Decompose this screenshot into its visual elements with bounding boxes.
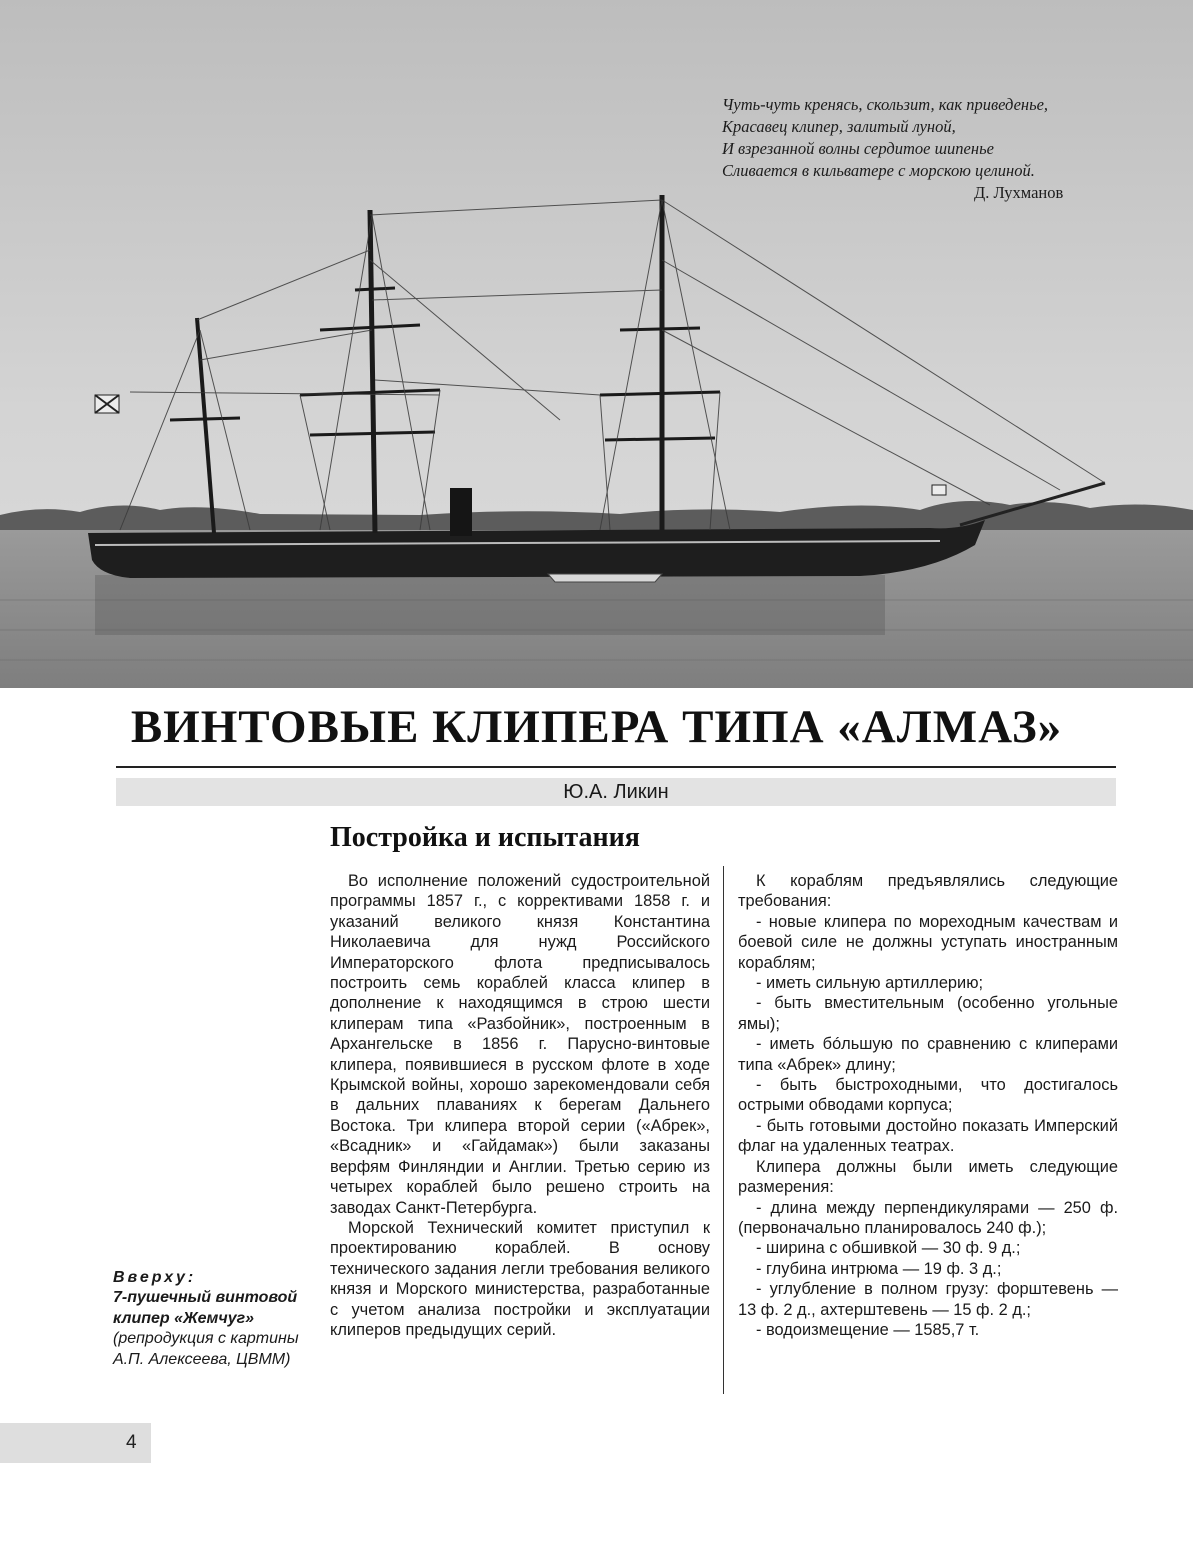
list-item: - водоизмещение — 1585,7 т. [756,1320,980,1339]
title-divider [116,766,1116,768]
image-caption [113,1268,313,1370]
caption-lead: Вверху: [113,1269,197,1286]
list-item: - иметь сильную артиллерию; [756,974,984,993]
section-heading: Постройка и испытания [330,822,640,853]
paragraph: Морской Технический комитет приступил к проектированию кораблей. В основу технического задания легли требования великого князя и Морского министерства, разработанные с учетом анализа постройки и эксплуатации клиперов предыдущих серий. [330,1218,710,1339]
paragraph: Клипера должны были иметь следующие размерения: [738,1157,1118,1197]
list-item: - глубина интрюма — 19 ф. 3 д.; [756,1259,1002,1278]
epigraph [722,94,1162,204]
list-item: - ширина с обшивкой — 30 ф. 9 д.; [756,1239,1021,1258]
caption-title: 7-пушечный винтовой клипер «Жемчуг» [113,1289,298,1327]
list-item: - быть готовыми достойно показать Имперский флаг на удаленных театрах. [738,1116,1118,1156]
epigraph-author: Д. Лухманов [974,183,1064,202]
text-column-right [738,871,1118,1340]
epigraph-line: Сливается в кильватере с морскою целиной. [722,161,1035,180]
list-item: - новые клипера по мореходным качествам и боевой силе не должны уступать иностранным кораблям; [738,912,1118,972]
list-item: - быть вместительным (особенно угольные ямы); [738,994,1118,1033]
article-title: ВИНТОВЫЕ КЛИПЕРА ТИПА «АЛМАЗ» [130,701,1063,753]
epigraph-line: Чуть-чуть кренясь, скользит, как приведенье, [722,95,1049,114]
article-author: Ю.А. Ликин [116,778,1116,806]
list-item: - углубление в полном грузу: форштевень — 13 ф. 2 д., ахтерштевень — 15 ф. 2 д.; [738,1280,1118,1319]
text-column-left [330,871,710,1340]
paragraph: Во исполнение положений судостроительной программы 1857 г., с коррективами 1858 г. и указаний великого князя Константина Николаевича для нужд Российского Императорского флота предписывалось построить семь кораблей класса клипер в дополнение к находящимся в строю шести клиперам типа «Разбойник», построенным в Архангельске в 1856 г. Парусно-винтовые клипера, появившиеся в русском флоте в ходе Крымской войны, хорошо зарекомендовали себя в дальних плаваниях к берегам Дальнего Востока. Три клипера второй серии («Абрек», «Всадник» и «Гайдамак») были заказаны верфям Финляндии и Англии. Третью серию из четырех кораблей было решено строить на заводах Санкт-Петербурга. [330,872,710,1217]
list-item: - иметь бóльшую по сравнению с клиперами типа «Абрек» длину; [738,1035,1118,1074]
column-divider [723,866,724,1394]
paragraph: К кораблям предъявлялись следующие требования: [738,872,1118,911]
page-number: 4 [126,1432,137,1453]
epigraph-line: Красавец клипер, залитый луной, [722,117,956,136]
list-item: - быть быстроходными, что достигалось острыми обводами корпуса; [738,1076,1118,1115]
epigraph-line: И взрезанной волны сердитое шипенье [722,139,994,158]
list-item: - длина между перпендикулярами — 250 ф. (первоначально планировалось 240 ф.); [738,1198,1118,1237]
caption-text: (репродукция с картины А.П. Алексеева, ЦВММ) [113,1330,299,1368]
